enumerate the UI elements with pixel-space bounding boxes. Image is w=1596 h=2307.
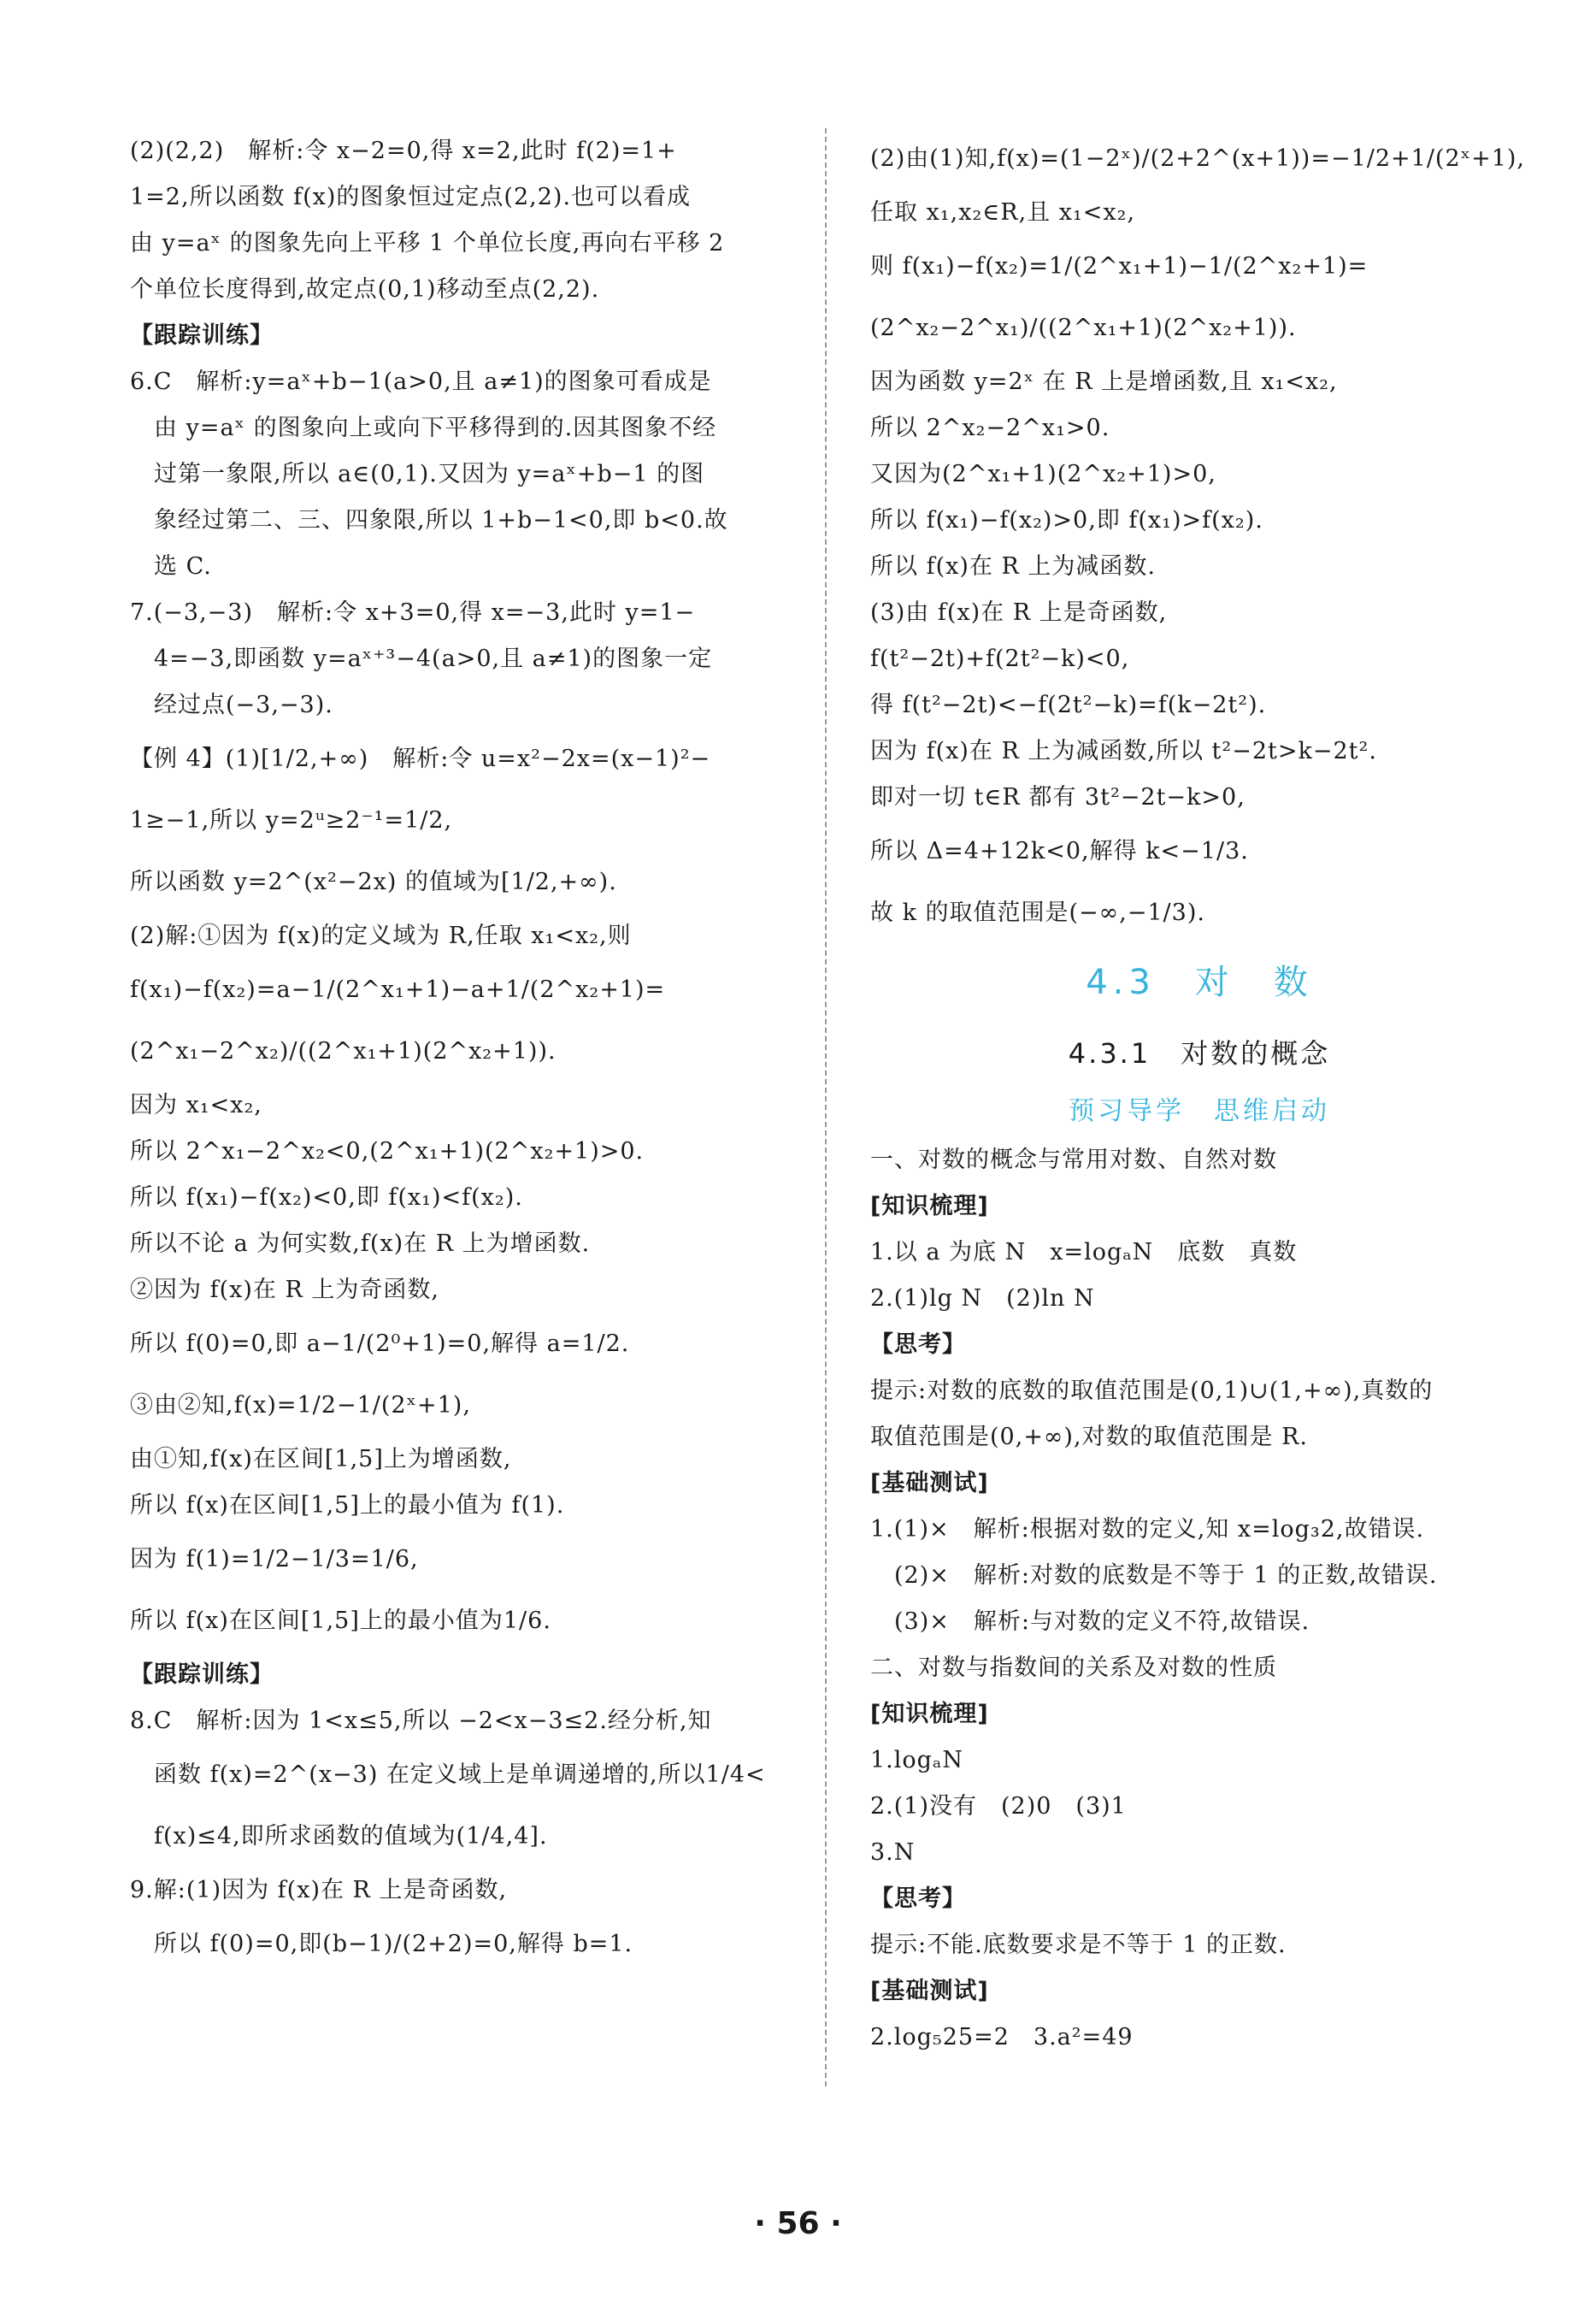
text-line: 所以 f(x)在区间[1,5]上的最小值为1/6.: [130, 1608, 551, 1634]
text-line: 3.N: [870, 1839, 916, 1866]
section-banner: 预习导学 思维启动: [1069, 1096, 1330, 1126]
text-line: 所以 2^x₂−2^x₁>0.: [870, 415, 1110, 441]
text-line: 【思考】: [870, 1331, 966, 1358]
page-number: · 56 ·: [754, 2206, 842, 2241]
text-line: 函数 f(x)=2^(x−3) 在定义域上是单调递增的,所以1/4<: [154, 1761, 766, 1788]
text-line: 即对一切 t∈R 都有 3t²−2t−k>0,: [870, 784, 1246, 811]
text-line: 个单位长度得到,故定点(0,1)移动至点(2,2).: [130, 276, 600, 303]
text-line: 所以 f(0)=0,即(b−1)/(2+2)=0,解得 b=1.: [154, 1931, 633, 1957]
text-line: 2.log₅25=2 3.a²=49: [870, 2024, 1134, 2050]
text-line: 得 f(t²−2t)<−f(2t²−k)=f(k−2t²).: [870, 692, 1267, 718]
text-line: 因为 x₁<x₂,: [130, 1092, 262, 1118]
text-line: (2)(2,2) 解析:令 x−2=0,得 x=2,此时 f(2)=1+: [130, 138, 677, 164]
text-line: (3)× 解析:与对数的定义不符,故错误.: [894, 1608, 1310, 1635]
text-line: [知识梳理]: [870, 1193, 989, 1219]
subsection-title: 4.3.1 对数的概念: [1068, 1037, 1331, 1070]
text-line: 7.(−3,−3) 解析:令 x+3=0,得 x=−3,此时 y=1−: [130, 599, 696, 626]
text-line: 因为 f(x)在 R 上为减函数,所以 t²−2t>k−2t².: [870, 738, 1377, 764]
text-line: (2)解:①因为 f(x)的定义域为 R,任取 x₁<x₂,则: [130, 923, 632, 949]
text-line: f(x)≤4,即所求函数的值域为(1/4,4].: [154, 1823, 548, 1850]
text-line: 【例 4】(1)[1/2,+∞) 解析:令 u=x²−2x=(x−1)²−: [130, 746, 711, 772]
text-line: (2)× 解析:对数的底数是不等于 1 的正数,故错误.: [894, 1562, 1438, 1589]
text-line: 故 k 的取值范围是(−∞,−1/3).: [870, 900, 1205, 926]
text-line: 【思考】: [870, 1885, 966, 1912]
text-line: f(x₁)−f(x₂)=a−1/(2^x₁+1)−a+1/(2^x₂+1)=: [130, 976, 666, 1003]
text-line: 2.(1)没有 (2)0 (3)1: [870, 1793, 1127, 1820]
text-line: 【跟踪训练】: [130, 322, 274, 349]
text-line: [基础测试]: [870, 1978, 989, 2004]
right-column: [870, 128, 1528, 2061]
text-line: f(t²−2t)+f(2t²−k)<0,: [870, 646, 1130, 672]
text-line: 由 y=aˣ 的图象先向上平移 1 个单位长度,再向右平移 2: [130, 230, 725, 257]
section-title: 4.3 对 数: [1086, 963, 1313, 1002]
text-line: 所以 f(x)在 R 上为减函数.: [870, 553, 1156, 580]
text-line: (2^x₂−2^x₁)/((2^x₁+1)(2^x₂+1)).: [870, 315, 1297, 341]
text-line: 因为 f(1)=1/2−1/3=1/6,: [130, 1546, 419, 1572]
text-line: 1=2,所以函数 f(x)的图象恒过定点(2,2).也可以看成: [130, 184, 692, 210]
text-line: 由①知,f(x)在区间[1,5]上为增函数,: [130, 1446, 512, 1472]
text-line: 9.解:(1)因为 f(x)在 R 上是奇函数,: [130, 1877, 508, 1903]
text-line: [知识梳理]: [870, 1701, 989, 1727]
text-line: ③由②知,f(x)=1/2−1/(2ˣ+1),: [130, 1392, 471, 1419]
text-line: 2.(1)lg N (2)ln N: [870, 1285, 1095, 1312]
text-line: ②因为 f(x)在 R 上为奇函数,: [130, 1277, 439, 1303]
text-line: (3)由 f(x)在 R 上是奇函数,: [870, 599, 1168, 626]
text-line: (2)由(1)知,f(x)=(1−2ˣ)/(2+2^(x+1))=−1/2+1/(2ˣ+1),: [870, 145, 1526, 172]
text-line: 任取 x₁,x₂∈R,且 x₁<x₂,: [870, 199, 1136, 226]
text-line: 取值范围是(0,+∞),对数的取值范围是 R.: [870, 1424, 1309, 1450]
text-line: 1≥−1,所以 y=2ᵘ≥2⁻¹=1/2,: [130, 807, 453, 834]
text-line: 一、对数的概念与常用对数、自然对数: [870, 1147, 1277, 1173]
text-line: 所以 f(x)在区间[1,5]上的最小值为 f(1).: [130, 1492, 565, 1519]
text-line: 所以 2^x₁−2^x₂<0,(2^x₁+1)(2^x₂+1)>0.: [130, 1138, 645, 1165]
text-line: 所以 f(0)=0,即 a−1/(2⁰+1)=0,解得 a=1/2.: [130, 1331, 630, 1357]
text-line: 象经过第二、三、四象限,所以 1+b−1<0,即 b<0.故: [154, 507, 728, 534]
text-line: [基础测试]: [870, 1470, 989, 1496]
text-line: 由 y=aˣ 的图象向上或向下平移得到的.因其图象不经: [154, 415, 717, 441]
text-line: 过第一象限,所以 a∈(0,1).又因为 y=aˣ+b−1 的图: [154, 461, 705, 487]
text-line: 二、对数与指数间的关系及对数的性质: [870, 1655, 1277, 1681]
text-line: 1.logₐN: [870, 1747, 963, 1773]
solution-continuation: [870, 128, 1528, 944]
text-line: 提示:对数的底数的取值范围是(0,1)∪(1,+∞),真数的: [870, 1378, 1434, 1404]
preview-notes: [870, 1137, 1528, 2061]
text-line: 6.C 解析:y=aˣ+b−1(a>0,且 a≠1)的图象可看成是: [130, 369, 712, 395]
text-line: 所以 Δ=4+12k<0,解得 k<−1/3.: [870, 838, 1249, 864]
text-line: 【跟踪训练】: [130, 1661, 274, 1688]
text-line: 经过点(−3,−3).: [154, 692, 333, 718]
text-line: 所以 f(x₁)−f(x₂)>0,即 f(x₁)>f(x₂).: [870, 507, 1263, 534]
text-line: 1.以 a 为底 N x=logₐN 底数 真数: [870, 1239, 1298, 1266]
text-line: 所以函数 y=2^(x²−2x) 的值域为[1/2,+∞).: [130, 869, 617, 895]
text-line: 选 C.: [154, 553, 212, 580]
text-line: 所以 f(x₁)−f(x₂)<0,即 f(x₁)<f(x₂).: [130, 1184, 523, 1211]
column-divider: [825, 128, 827, 2086]
text-line: 因为函数 y=2ˣ 在 R 上是增函数,且 x₁<x₂,: [870, 369, 1338, 395]
text-line: 则 f(x₁)−f(x₂)=1/(2^x₁+1)−1/(2^x₂+1)=: [870, 253, 1369, 280]
left-column: [130, 128, 805, 1975]
text-line: 1.(1)× 解析:根据对数的定义,知 x=log₃2,故错误.: [870, 1516, 1425, 1543]
text-line: 所以不论 a 为何实数,f(x)在 R 上为增函数.: [130, 1230, 591, 1257]
text-line: 8.C 解析:因为 1<x≤5,所以 −2<x−3≤2.经分析,知: [130, 1708, 712, 1734]
text-line: 提示:不能.底数要求是不等于 1 的正数.: [870, 1932, 1287, 1958]
text-line: 又因为(2^x₁+1)(2^x₂+1)>0,: [870, 461, 1216, 487]
text-line: 4=−3,即函数 y=aˣ⁺³−4(a>0,且 a≠1)的图象一定: [154, 646, 713, 672]
text-line: (2^x₁−2^x₂)/((2^x₁+1)(2^x₂+1)).: [130, 1038, 557, 1065]
